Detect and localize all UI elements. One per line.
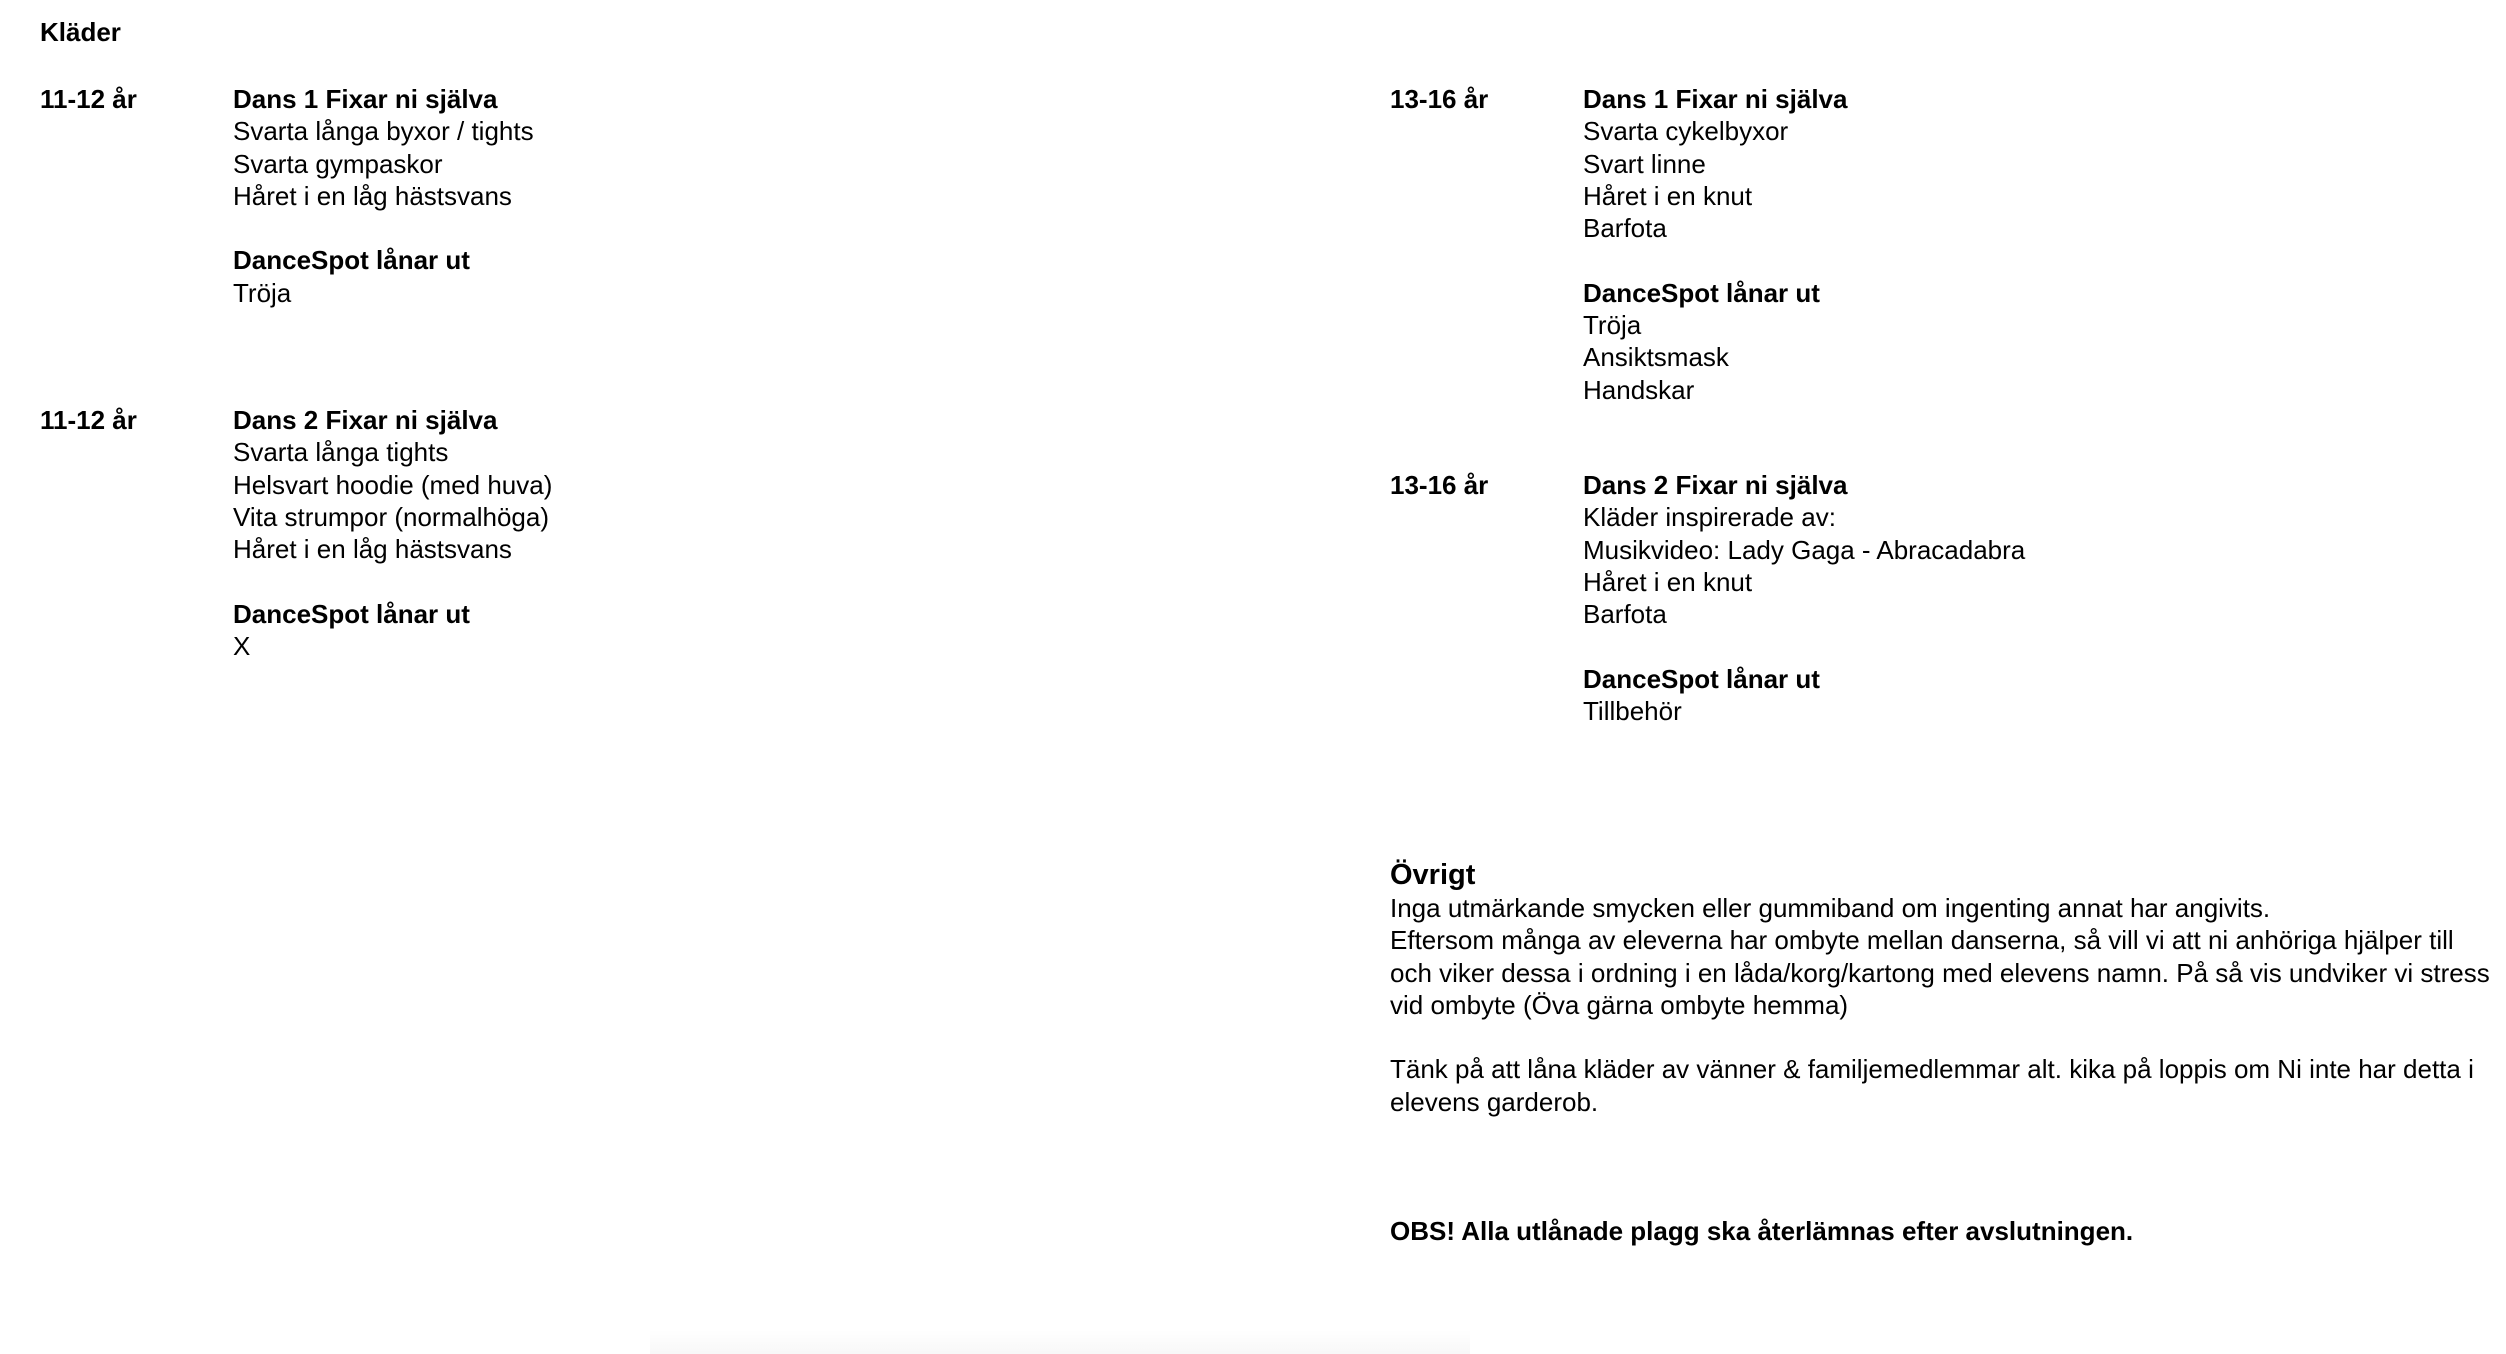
group-heading: Dans 1 Fixar ni själva [233,84,498,114]
lend-heading: DanceSpot lånar ut [1583,277,1820,308]
clothing-group-dans2-11-12 [233,404,552,662]
obs-notice: OBS! Alla utlånade plagg ska återlämnas efter avslutningen. [1390,1215,2134,1246]
group-heading: Dans 1 Fixar ni själva [1583,84,1848,114]
list-item: Svarta gympaskor [233,148,443,179]
page-title: Kläder [40,17,121,47]
list-item: Svarta cykelbyxor [1583,116,1789,147]
list-item: Kläder inspirerade av: [1583,502,1836,533]
bottom-fade [650,1330,1470,1354]
list-item: Håret i en låg hästsvans [233,180,512,211]
other-paragraph: Tänk på att låna kläder av vänner & familjemedlemmar alt. kika på loppis om Ni inte har detta i elevens garderob. [1390,1054,2474,1117]
other-line: Inga utmärkande smycken eller gummiband om ingenting annat har angivits. [1390,893,2271,923]
lend-item: Handskar [1583,374,1695,405]
lend-heading: DanceSpot lånar ut [233,245,470,276]
other-heading: Övrigt [1390,859,1476,891]
list-item: Vita strumpor (normalhöga) [233,501,549,532]
lend-item: Ansiktsmask [1583,342,1729,373]
age-label: 13-16 år [1390,84,1489,114]
lend-heading: DanceSpot lånar ut [1583,663,1820,694]
lend-item: Tillbehör [1583,696,1682,727]
clothing-group-dans2-13-16 [1583,469,2025,727]
list-item: Svarta långa tights [233,437,449,468]
lend-item: Tröja [1583,310,1642,341]
age-label: 11-12 år [40,405,137,435]
clothing-group-dans1-11-12 [233,83,534,309]
group-heading: Dans 2 Fixar ni själva [1583,470,1848,500]
lend-heading: DanceSpot lånar ut [233,598,470,629]
other-section [1390,858,2500,1247]
list-item: Svarta långa byxor / tights [233,116,534,147]
list-item: Håret i en knut [1583,180,1753,211]
list-item: Helsvart hoodie (med huva) [233,469,553,500]
list-item: Håret i en låg hästsvans [233,534,512,565]
list-item: Håret i en knut [1583,566,1753,597]
list-item: Svart linne [1583,148,1706,179]
lend-item: X [233,631,251,662]
list-item: Barfota [1583,213,1667,244]
age-label: 11-12 år [40,84,137,114]
list-item: Musikvideo: Lady Gaga - Abracadabra [1583,534,2026,565]
other-paragraph: Eftersom många av eleverna har ombyte mellan danserna, så vill vi att ni anhöriga hjälper till och viker dessa i ordning i en låda/korg/kartong med elevens namn. På så vis undviker vi stress vid ombyte (Öva gärna ombyte hemma) [1390,925,2490,1020]
lend-item: Tröja [233,277,292,308]
list-item: Barfota [1583,599,1667,630]
clothing-group-dans1-13-16 [1583,83,1847,406]
age-label: 13-16 år [1390,470,1489,500]
group-heading: Dans 2 Fixar ni själva [233,405,498,435]
